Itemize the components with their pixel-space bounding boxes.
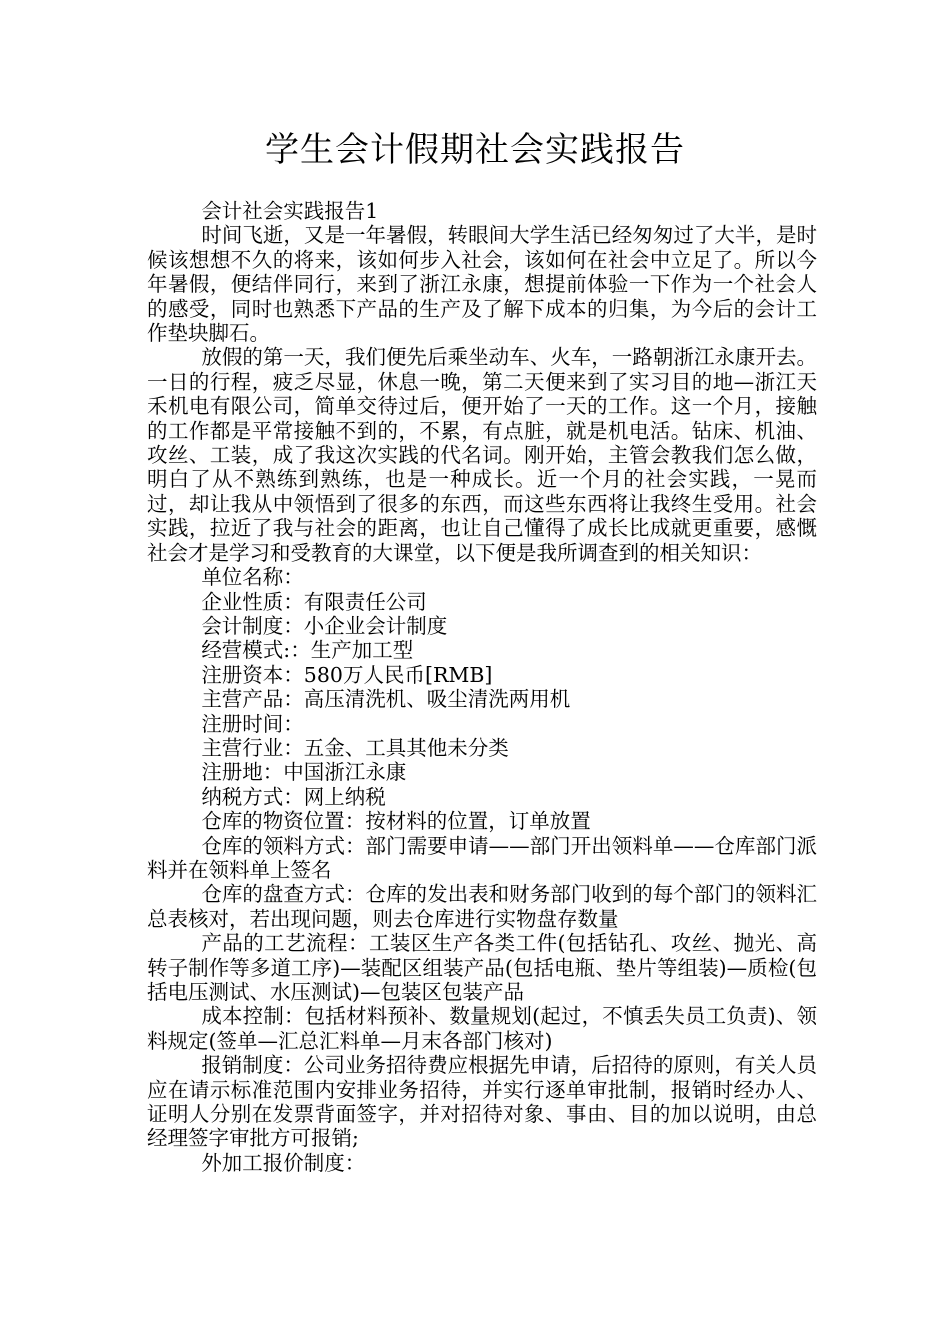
info-line: 成本控制：包括材料预补、数量规划(起过，不慎丢失员工负责)、领料规定(签单—汇总汇料单—月末各部门核对) bbox=[147, 1004, 817, 1053]
info-line: 主营行业：五金、工具其他未分类 bbox=[201, 735, 509, 760]
body-paragraph: 放假的第一天，我们便先后乘坐动车、火车，一路朝浙江永康开去。一日的行程，疲乏尽显，休息一晚，第二天便来到了实习目的地—浙江天禾机电有限公司，简单交待过后，便开始了一天的工作。这一个月，接触的工作都是平常接触不到的，不累，有点脏，就是机电活。钻床、机油、攻丝、工装，成了我这次实践的代名词。刚开始，主管会教我们怎么做，明白了从不熟练到熟练，也是一种成长。近一个月的社会实践，一晃而过，却让我从中领悟到了很多的东西，而这些东西将让我终生受用。社会实践，拉近了我与社会的距离，也让自己懂得了成长比成就更重要，感慨社会才是学习和受教育的大课堂，以下便是我所调查到的相关知识： bbox=[147, 345, 817, 565]
info-line: 外加工报价制度： bbox=[201, 1150, 366, 1175]
info-line: 会计制度：小企业会计制度 bbox=[201, 613, 448, 638]
info-line: 注册时间： bbox=[201, 711, 304, 736]
body-paragraph: 时间飞逝，又是一年暑假，转眼间大学生活已经匆匆过了大半，是时候该想想不久的将来，该如何步入社会，该如何在社会中立足了。所以今年暑假，便结伴同行，来到了浙江永康，想提前体验一下作为一个社会人的感受，同时也熟悉下产品的生产及了解下成本的归集，为今后的会计工作垫块脚石。 bbox=[147, 223, 817, 346]
info-line: 经营模式:：生产加工型 bbox=[201, 638, 414, 663]
info-line: 注册资本：580万人民币[RMB] bbox=[201, 662, 493, 687]
document-title: 学生会计假期社会实践报告 bbox=[265, 130, 685, 170]
info-line: 仓库的盘查方式：仓库的发出表和财务部门收到的每个部门的领料汇总表核对，若出现问题，则去仓库进行实物盘存数量 bbox=[147, 882, 817, 931]
info-line: 单位名称： bbox=[201, 565, 304, 590]
info-line: 报销制度：公司业务招待费应根据先申请，后招待的原则，有关人员应在请示标准范围内安排业务招待，并实行逐单审批制，报销时经办人、证明人分别在发票背面签字，并对招待对象、事由、目的加以说明，由总经理签字审批方可报销; bbox=[147, 1053, 817, 1151]
info-line: 主营产品：高压清洗机、吸尘清洗两用机 bbox=[201, 687, 571, 712]
info-line: 注册地：中国浙江永康 bbox=[201, 760, 407, 785]
info-line: 仓库的物资位置：按材料的位置，订单放置 bbox=[201, 809, 591, 834]
info-line: 产品的工艺流程：工装区生产各类工件(包括钻孔、攻丝、抛光、高转子制作等多道工序)—装配区组装产品(包括电瓶、垫片等组装)—质检(包括电压测试、水压测试)—包装区包装产品 bbox=[147, 931, 817, 1004]
section-heading: 会计社会实践报告1 bbox=[201, 199, 379, 223]
info-line: 仓库的领料方式：部门需要申请——部门开出领料单——仓库部门派料并在领料单上签名 bbox=[147, 833, 817, 882]
info-line: 企业性质：有限责任公司 bbox=[201, 589, 427, 614]
info-line: 纳税方式：网上纳税 bbox=[201, 784, 386, 809]
document-body bbox=[147, 199, 817, 1175]
